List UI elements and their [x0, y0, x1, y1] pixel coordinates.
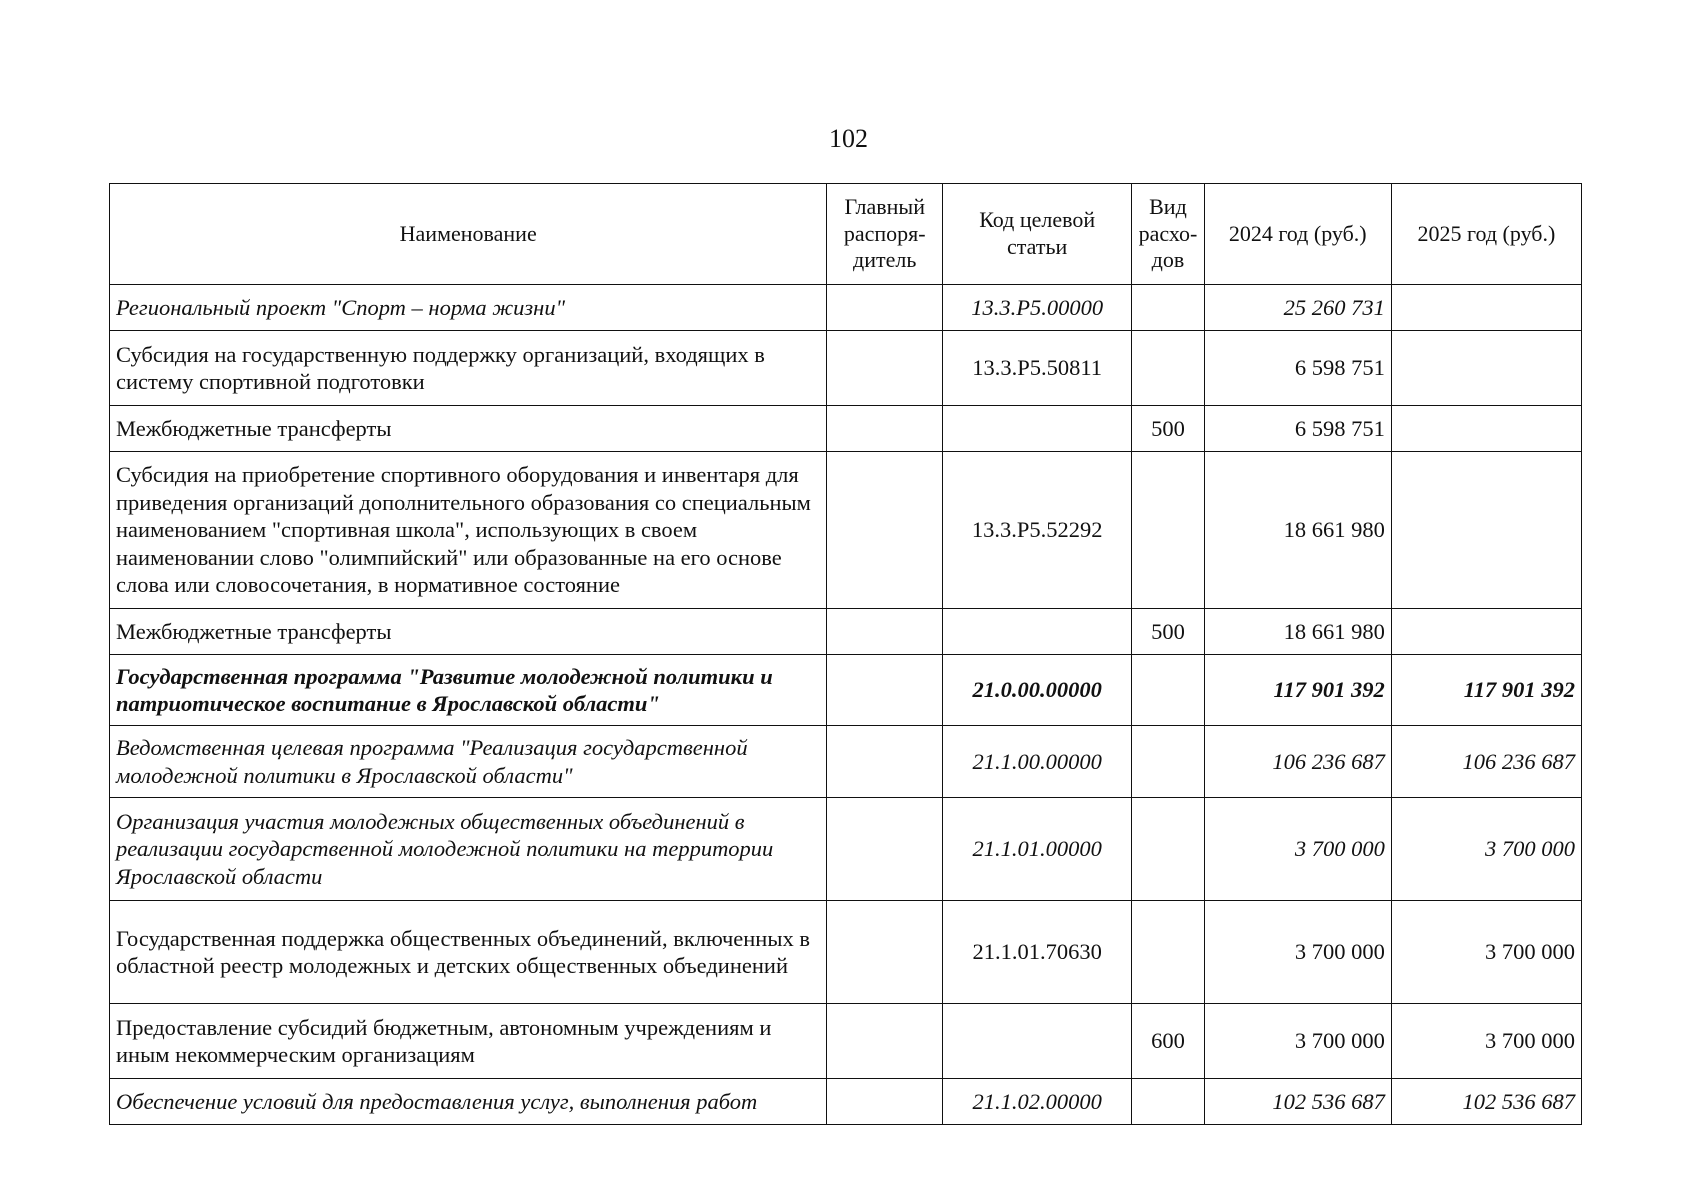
row-code: 13.3.P5.52292 — [943, 452, 1132, 609]
row-2025: 102 536 687 — [1391, 1079, 1581, 1125]
row-manager — [827, 285, 943, 331]
row-kind — [1132, 1079, 1204, 1125]
row-code — [943, 1004, 1132, 1079]
row-name: Государственная поддержка общественных объединений, включенных в областной реестр молодежных и детских общественных объединений — [110, 901, 827, 1004]
row-2024: 3 700 000 — [1204, 901, 1391, 1004]
header-kind: Вид расхо-дов — [1132, 184, 1204, 285]
table-row — [110, 285, 1582, 331]
row-manager — [827, 452, 943, 609]
table-row — [110, 406, 1582, 452]
row-2024: 102 536 687 — [1204, 1079, 1391, 1125]
row-2024: 25 260 731 — [1204, 285, 1391, 331]
row-2024: 106 236 687 — [1204, 726, 1391, 798]
row-2025 — [1391, 609, 1581, 655]
table-row — [110, 1079, 1582, 1125]
table-row — [110, 452, 1582, 609]
row-manager — [827, 609, 943, 655]
row-2025 — [1391, 452, 1581, 609]
row-2025 — [1391, 285, 1581, 331]
row-code — [943, 609, 1132, 655]
table-row — [110, 655, 1582, 726]
row-manager — [827, 901, 943, 1004]
header-manager: Главный распоря-дитель — [827, 184, 943, 285]
row-2025: 106 236 687 — [1391, 726, 1581, 798]
row-name: Региональный проект "Спорт – норма жизни" — [110, 285, 827, 331]
row-kind — [1132, 901, 1204, 1004]
row-kind — [1132, 798, 1204, 901]
row-2025 — [1391, 331, 1581, 406]
row-code: 21.0.00.00000 — [943, 655, 1132, 726]
row-code: 21.1.02.00000 — [943, 1079, 1132, 1125]
table-row — [110, 901, 1582, 1004]
row-2024: 18 661 980 — [1204, 452, 1391, 609]
row-name: Ведомственная целевая программа "Реализация государственной молодежной политики в Ярославской области" — [110, 726, 827, 798]
row-kind — [1132, 655, 1204, 726]
row-code: 13.3.P5.00000 — [943, 285, 1132, 331]
row-kind: 600 — [1132, 1004, 1204, 1079]
row-code: 21.1.00.00000 — [943, 726, 1132, 798]
row-kind — [1132, 726, 1204, 798]
table-row — [110, 1004, 1582, 1079]
row-manager — [827, 331, 943, 406]
budget-table — [109, 183, 1582, 1125]
table-row — [110, 331, 1582, 406]
row-name: Межбюджетные трансферты — [110, 609, 827, 655]
row-kind — [1132, 331, 1204, 406]
row-manager — [827, 655, 943, 726]
row-manager — [827, 1004, 943, 1079]
row-2025: 3 700 000 — [1391, 901, 1581, 1004]
row-name: Государственная программа "Развитие молодежной политики и патриотическое воспитание в Ярославской области" — [110, 655, 827, 726]
header-2024: 2024 год (руб.) — [1204, 184, 1391, 285]
row-manager — [827, 1079, 943, 1125]
row-2025: 3 700 000 — [1391, 798, 1581, 901]
table-row — [110, 609, 1582, 655]
row-code: 21.1.01.70630 — [943, 901, 1132, 1004]
row-name: Предоставление субсидий бюджетным, автономным учреждениям и иным некоммерческим организациям — [110, 1004, 827, 1079]
row-code — [943, 406, 1132, 452]
row-name: Межбюджетные трансферты — [110, 406, 827, 452]
row-kind: 500 — [1132, 406, 1204, 452]
row-code: 21.1.01.00000 — [943, 798, 1132, 901]
row-manager — [827, 726, 943, 798]
row-2025 — [1391, 406, 1581, 452]
row-2024: 117 901 392 — [1204, 655, 1391, 726]
row-name: Организация участия молодежных общественных объединений в реализации государственной молодежной политики на территории Ярославской области — [110, 798, 827, 901]
row-kind: 500 — [1132, 609, 1204, 655]
row-2024: 3 700 000 — [1204, 1004, 1391, 1079]
row-2024: 6 598 751 — [1204, 331, 1391, 406]
table-row — [110, 798, 1582, 901]
row-name: Субсидия на приобретение спортивного оборудования и инвентаря для приведения организаций дополнительного образования со специальным наименованием "спортивная школа", использующих в своем наименовании слово "олимпийский" или образованные на его основе слова или словосочетания, в нормативное состояние — [110, 452, 827, 609]
row-manager — [827, 406, 943, 452]
row-code: 13.3.P5.50811 — [943, 331, 1132, 406]
row-name: Субсидия на государственную поддержку организаций, входящих в систему спортивной подготовки — [110, 331, 827, 406]
header-2025: 2025 год (руб.) — [1391, 184, 1581, 285]
row-2024: 3 700 000 — [1204, 798, 1391, 901]
header-name: Наименование — [110, 184, 827, 285]
row-name: Обеспечение условий для предоставления услуг, выполнения работ — [110, 1079, 827, 1125]
row-kind — [1132, 452, 1204, 609]
row-2024: 6 598 751 — [1204, 406, 1391, 452]
row-2025: 3 700 000 — [1391, 1004, 1581, 1079]
row-2025: 117 901 392 — [1391, 655, 1581, 726]
table-header-row — [110, 184, 1582, 285]
table-row — [110, 726, 1582, 798]
row-kind — [1132, 285, 1204, 331]
row-2024: 18 661 980 — [1204, 609, 1391, 655]
header-code: Код целевой статьи — [943, 184, 1132, 285]
page-number: 102 — [829, 124, 868, 153]
row-manager — [827, 798, 943, 901]
